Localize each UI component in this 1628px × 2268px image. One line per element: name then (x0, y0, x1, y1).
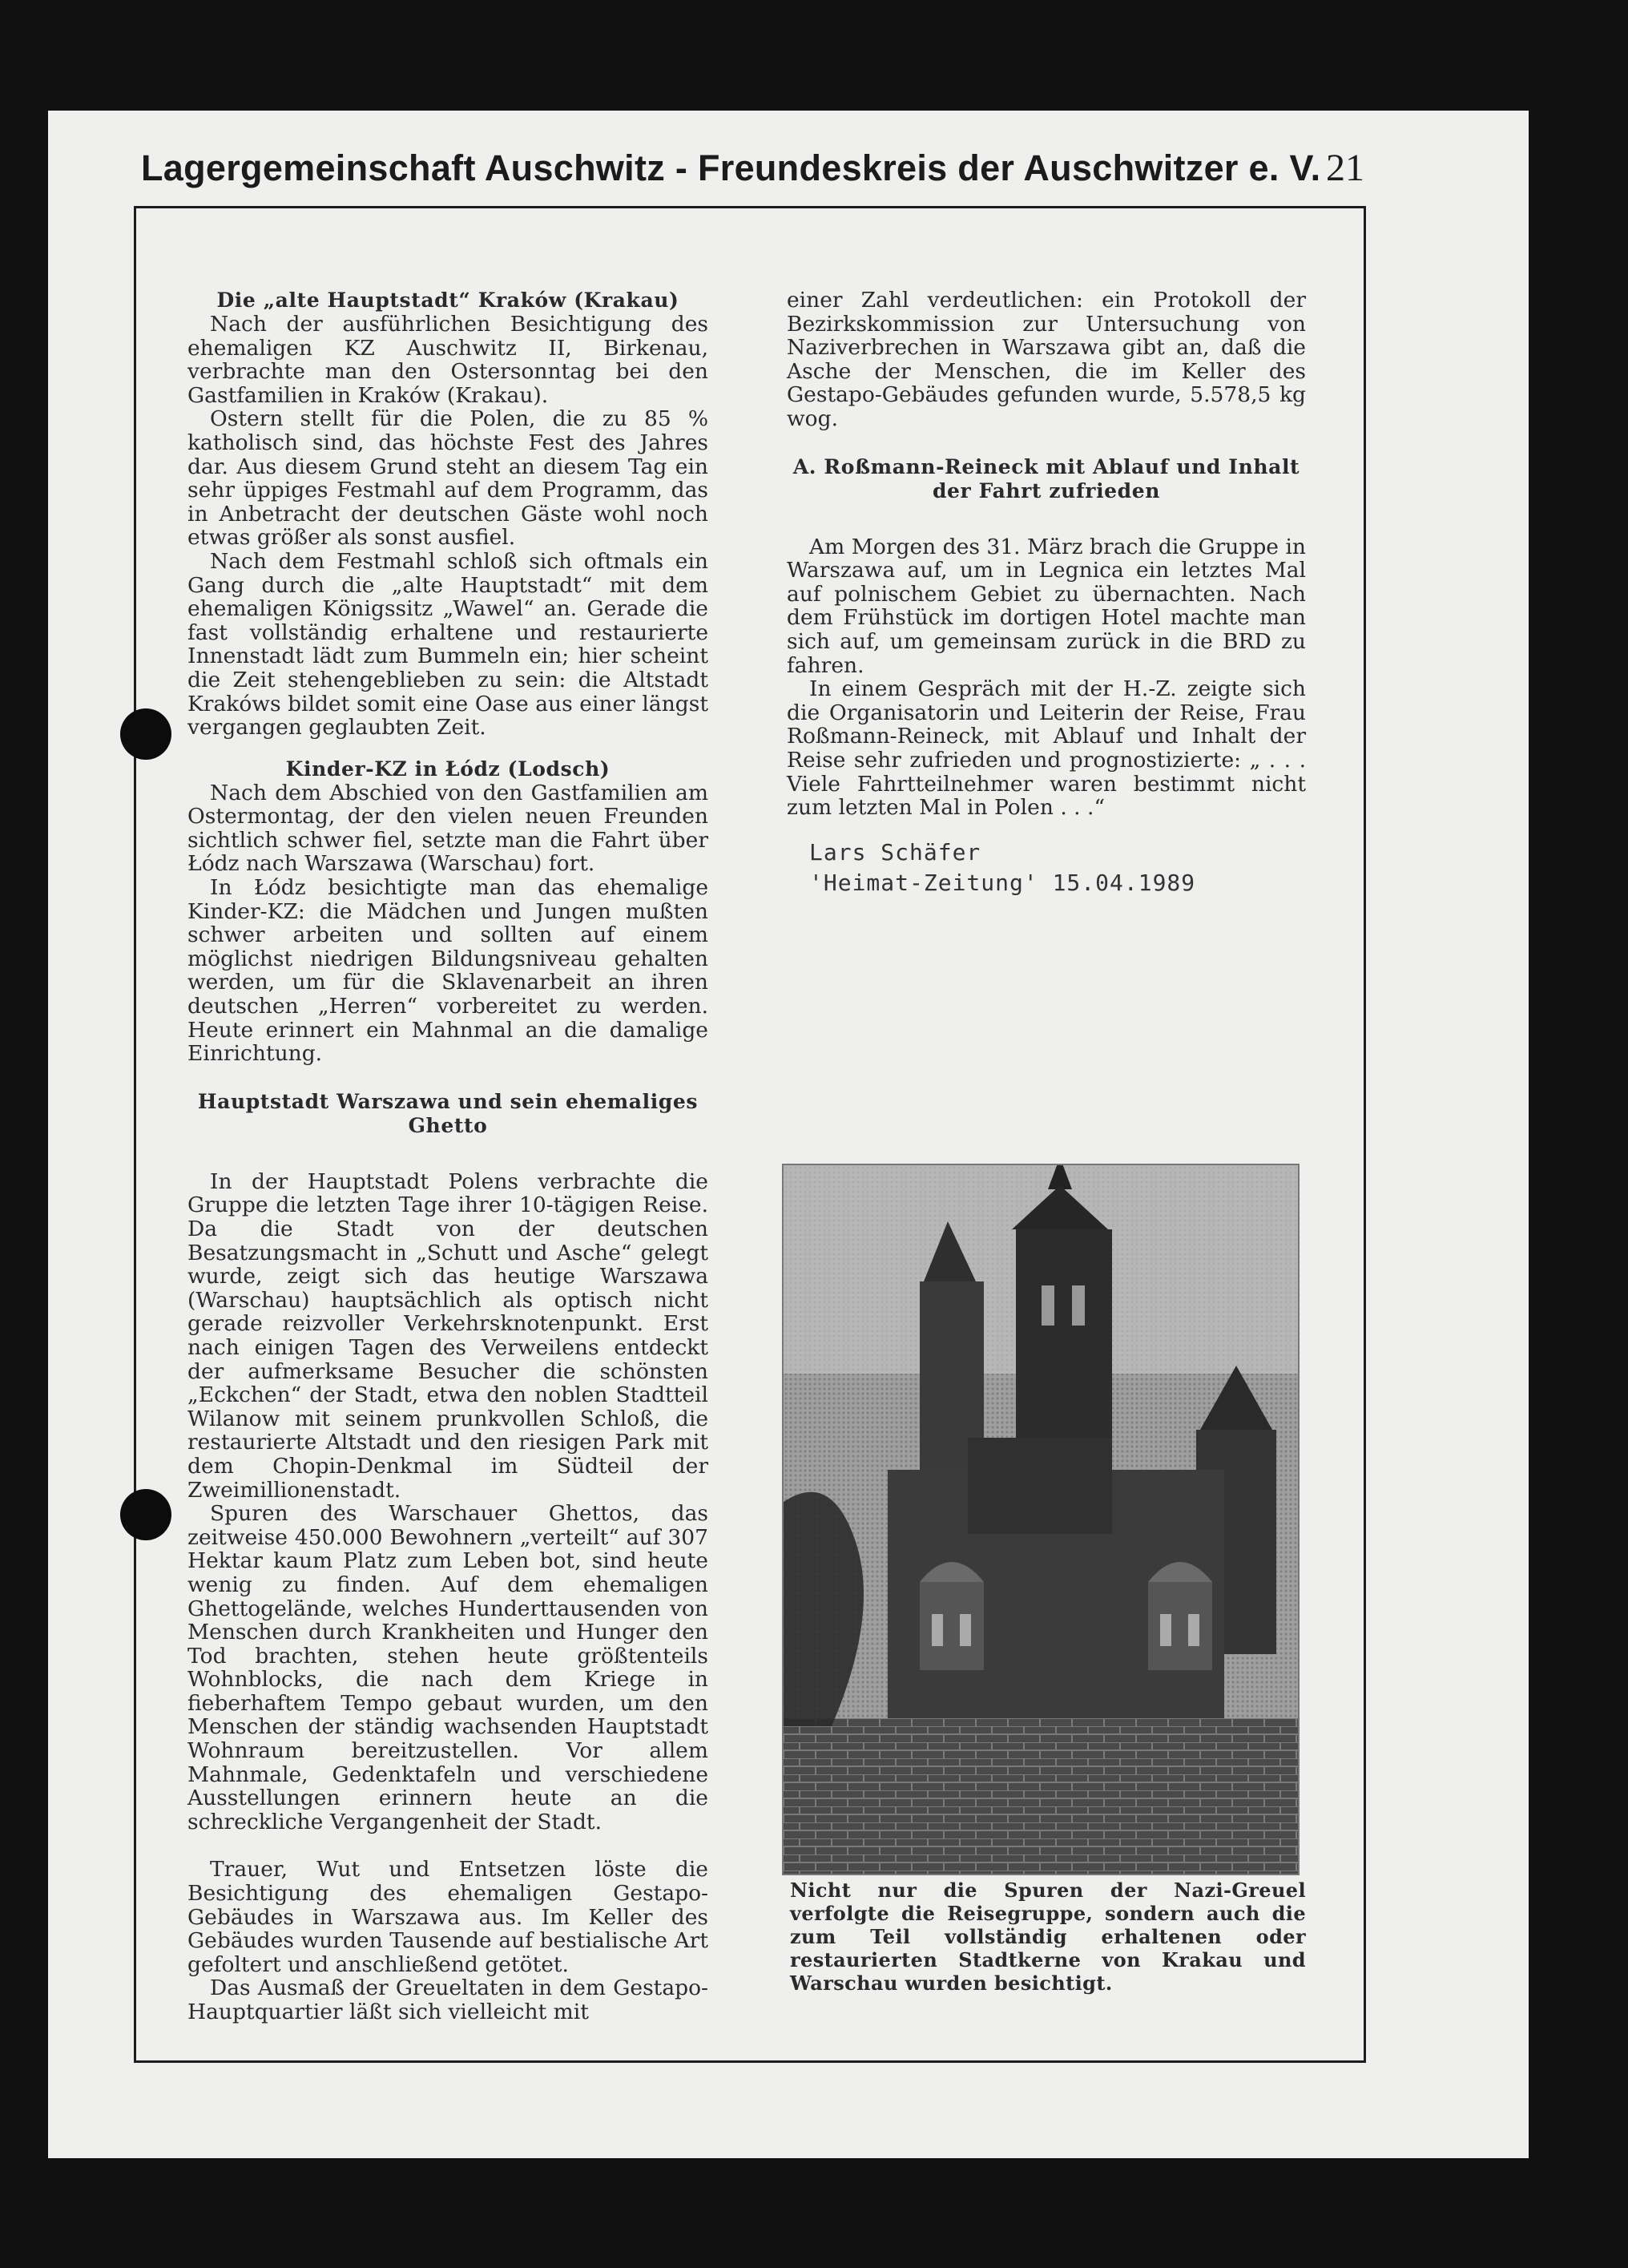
page-header-title: Lagergemeinschaft Auschwitz - Freundeskreis der Auschwitzer e. V. (141, 147, 1321, 188)
paragraph: In einem Gespräch mit der H.-Z. zeigte sich die Organisatorin und Leiterin der Reise, Frau Roßmann-Reineck, mit Ablauf und Inhalt der Reise sehr zufrieden und prognostizierte: „ . . . Viele Fahrtteilnehmer waren bestimmt nicht zum letzten Mal in Polen . . .“ (787, 676, 1306, 821)
section-heading-krakow: Die „alte Hauptstadt“ Kraków (Krakau) (216, 289, 679, 312)
heading-line: A. Roßmann-Reineck mit Ablauf und Inhalt (792, 454, 1300, 478)
church-photo (782, 1164, 1300, 1875)
left-column (187, 289, 708, 2024)
heading-line: der Fahrt zufrieden (932, 478, 1161, 502)
author-signature: Lars Schäfer (809, 838, 981, 866)
paragraph: Trauer, Wut und Entsetzen löste die Besichtigung des ehemaligen Gestapo-Gebäudes in Warszawa aus. Im Keller des Gebäudes wurden Tausende auf bestialische Art gefoltert und anschließend getötet. (187, 1857, 708, 1977)
page-number: 21 (1326, 147, 1364, 189)
paragraph: Nach dem Abschied von den Gastfamilien am Ostermontag, der den vielen neuen Freunden sichtlich schwer fiel, setzte man die Fahrt über Łódz nach Warszawa (Warschau) fort. (187, 780, 708, 877)
section-heading-warszawa (187, 1090, 708, 1138)
source-note: 'Heimat-Zeitung' 15.04.1989 (809, 869, 1196, 896)
section-heading-lodz: Kinder-KZ in Łódz (Lodsch) (285, 757, 610, 781)
paragraph: Am Morgen des 31. März brach die Gruppe in Warszawa auf, um in Legnica ein letztes Mal auf polnischem Gebiet zu übernachten. Nach dem Frühstück im dortigen Hotel machte man sich auf, um gemeinsam zurück in die BRD zu fahren. (787, 534, 1306, 678)
paragraph: Das Ausmaß der Greueltaten in dem Gestapo-Hauptquartier läßt sich vielleicht mit (187, 1975, 708, 2024)
paragraph: Nach der ausführlichen Besichtigung des ehemaligen KZ Auschwitz II, Birkenau, verbrachte man den Ostersonntag bei den Gastfamilien in Kraków (Krakau). (187, 312, 708, 408)
paragraph: Nach dem Festmahl schloß sich oftmals ein Gang durch die „alte Hauptstadt“ mit dem ehemaligen Königssitz „Wawel“ an. Gerade die fast vollständig erhaltene und restaurierte Innenstadt lädt zum Bummeln ein; hier scheint die Zeit stehengeblieben zu sein: die Altstadt Krakóws bildet somit eine Oase aus einer längst vergangen geglaubten Zeit. (187, 548, 708, 741)
photo-caption: Nicht nur die Spuren der Nazi-Greuel verfolgte die Reisegruppe, sondern auch die zum Teil vollständig erhaltenen oder restaurierten Stadtkerne von Krakau und Warschau wurden besichtigt. (790, 1879, 1306, 1995)
heading-line: Ghetto (408, 1113, 488, 1137)
paragraph: In der Hauptstadt Polens verbrachte die Gruppe die letzten Tage ihrer 10-tägigen Reise. Da die Stadt von der deutschen Besatzungsmacht in „Schutt und Asche“ gelegt wurde, zeigt sich das heutige Warszawa (Warschau) hauptsächlich als optisch nicht gerade reizvoller Verkehrsknotenpunkt. Erst nach einigen Tagen des Verweilens entdeckt der aufmerksame Besucher die schönsten „Eckchen“ der Stadt, etwa den noblen Stadtteil Wilanow mit seinem prunkvollen Schloß, die restaurierte Altstadt und den riesigen Park mit dem Chopin-Denkmal im Südteil der Zweimillionenstadt. (187, 1168, 708, 1503)
paragraph: einer Zahl verdeutlichen: ein Protokoll der Bezirkskommission zur Untersuchung von Naziverbrechen in Warszawa gibt an, daß die Asche der Menschen, die im Keller des Gestapo-Gebäudes gefunden wurde, 5.578,5 kg wog. (787, 288, 1306, 431)
paragraph: In Łódz besichtigte man das ehemalige Kinder-KZ: die Mädchen und Jungen mußten schwer arbeiten und sollten auf einem möglichst niedrigen Bildungsniveau gehalten werden, um für die Sklavenarbeit an ihren deutschen „Herren“ vorbereitet zu werden. Heute erinnert ein Mahnmal an die damalige Einrichtung. (187, 875, 708, 1067)
right-column (787, 289, 1306, 898)
paragraph: Spuren des Warschauer Ghettos, das zeitweise 450.000 Bewohnern „verteilt“ auf 307 Hektar kaum Platz zum Leben bot, sind heute wenig zu finden. Auf dem ehemaligen Ghettogelände, welches Hunderttausenden von Menschen durch Krankheiten und Hunger den Tod brachten, stehen heute größtenteils Wohnblocks, die nach dem Kriege in fieberhaftem Tempo gebaut wurden, um den Menschen der ständig wachsenden Hauptstadt Wohnraum bereitzustellen. Vor allem Mahnmale, Gedenktafeln und verschiedene Ausstellungen erinnern heute an die schreckliche Vergangenheit der Stadt. (187, 1501, 708, 1834)
paragraph: Ostern stellt für die Polen, die zu 85 % katholisch sind, das höchste Fest des Jahres dar. Aus diesem Grund steht an diesem Tag ein sehr üppiges Festmahl auf dem Programm, das in Anbetracht der deutschen Gäste wohl noch etwas größer als sonst ausfiel. (187, 406, 708, 551)
heading-line: Hauptstadt Warszawa und sein ehemaliges (197, 1089, 699, 1113)
section-heading-rossmann (787, 455, 1306, 503)
punch-hole (120, 1489, 171, 1540)
punch-hole (120, 708, 171, 760)
church-illustration (784, 1165, 1298, 1874)
